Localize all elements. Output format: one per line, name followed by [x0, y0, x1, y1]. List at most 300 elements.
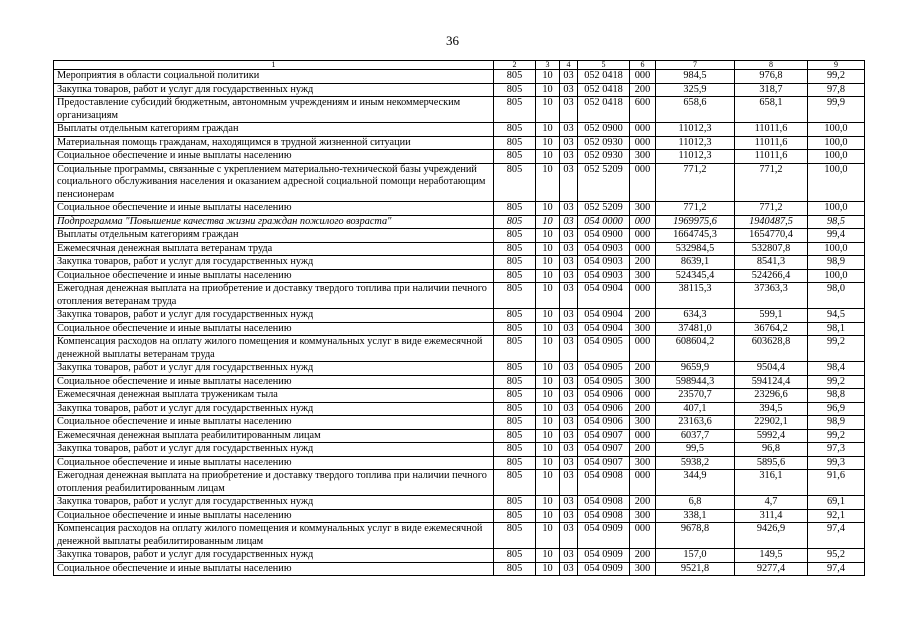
- expense-type-cell: 300: [630, 150, 656, 164]
- ministry-code-cell: 805: [494, 470, 536, 496]
- target-article-cell: 054 0906: [578, 416, 630, 430]
- expense-type-cell: 200: [630, 83, 656, 97]
- target-article-cell: 054 0905: [578, 362, 630, 376]
- planned-amount-cell: 407,1: [656, 402, 735, 416]
- table-row: [54, 83, 865, 97]
- target-article-cell: 054 0906: [578, 389, 630, 403]
- planned-amount-cell: 658,6: [656, 97, 735, 123]
- ministry-code-cell: 805: [494, 269, 536, 283]
- row-name-cell: Социальное обеспечение и иные выплаты населению: [54, 456, 494, 470]
- expense-type-cell: 300: [630, 269, 656, 283]
- executed-amount-cell: 11011,6: [735, 136, 808, 150]
- executed-amount-cell: 771,2: [735, 163, 808, 202]
- section-code-cell: 10: [536, 443, 560, 457]
- planned-amount-cell: 5938,2: [656, 456, 735, 470]
- ministry-code-cell: 805: [494, 242, 536, 256]
- target-article-cell: 052 0930: [578, 136, 630, 150]
- table-row: [54, 336, 865, 362]
- subsection-code-cell: 03: [560, 562, 578, 576]
- row-name-cell: Закупка товаров, работ и услуг для государственных нужд: [54, 362, 494, 376]
- planned-amount-cell: 38115,3: [656, 283, 735, 309]
- expense-type-cell: 000: [630, 470, 656, 496]
- row-name-cell: Ежемесячная денежная выплата ветеранам труда: [54, 242, 494, 256]
- expense-type-cell: 200: [630, 256, 656, 270]
- expense-type-cell: 000: [630, 215, 656, 229]
- execution-percent-cell: 98,0: [808, 283, 865, 309]
- table-row: [54, 402, 865, 416]
- executed-amount-cell: 658,1: [735, 97, 808, 123]
- executed-amount-cell: 96,8: [735, 443, 808, 457]
- ministry-code-cell: 805: [494, 83, 536, 97]
- execution-percent-cell: 100,0: [808, 163, 865, 202]
- subsection-code-cell: 03: [560, 456, 578, 470]
- target-article-cell: 054 0900: [578, 229, 630, 243]
- expense-type-cell: 000: [630, 336, 656, 362]
- target-article-cell: 054 0905: [578, 336, 630, 362]
- column-header: 8: [735, 61, 808, 70]
- subsection-code-cell: 03: [560, 389, 578, 403]
- table-row: [54, 470, 865, 496]
- planned-amount-cell: 8639,1: [656, 256, 735, 270]
- table-row: [54, 202, 865, 216]
- target-article-cell: 052 0418: [578, 83, 630, 97]
- expense-type-cell: 000: [630, 136, 656, 150]
- table-row: [54, 416, 865, 430]
- target-article-cell: 054 0908: [578, 470, 630, 496]
- expense-type-cell: 200: [630, 549, 656, 563]
- subsection-code-cell: 03: [560, 322, 578, 336]
- expense-type-cell: 000: [630, 70, 656, 84]
- ministry-code-cell: 805: [494, 336, 536, 362]
- executed-amount-cell: 5992,4: [735, 429, 808, 443]
- planned-amount-cell: 634,3: [656, 309, 735, 323]
- ministry-code-cell: 805: [494, 150, 536, 164]
- ministry-code-cell: 805: [494, 443, 536, 457]
- expense-type-cell: 600: [630, 97, 656, 123]
- executed-amount-cell: 37363,3: [735, 283, 808, 309]
- column-header: 9: [808, 61, 865, 70]
- planned-amount-cell: 23570,7: [656, 389, 735, 403]
- executed-amount-cell: 4,7: [735, 496, 808, 510]
- ministry-code-cell: 805: [494, 202, 536, 216]
- ministry-code-cell: 805: [494, 309, 536, 323]
- table-row: [54, 456, 865, 470]
- table-row: [54, 242, 865, 256]
- row-name-cell: Подпрограмма "Повышение качества жизни граждан пожилого возраста": [54, 215, 494, 229]
- table-row: [54, 136, 865, 150]
- row-name-cell: Закупка товаров, работ и услуг для государственных нужд: [54, 496, 494, 510]
- executed-amount-cell: 311,4: [735, 509, 808, 523]
- table-row: [54, 256, 865, 270]
- planned-amount-cell: 6,8: [656, 496, 735, 510]
- ministry-code-cell: 805: [494, 362, 536, 376]
- section-code-cell: 10: [536, 562, 560, 576]
- target-article-cell: 054 0908: [578, 496, 630, 510]
- row-name-cell: Социальные программы, связанные с укреплением материально-технической базы учреждений социального обслуживания населения и оказанием адресной социальной помощи неработающим пенсионерам: [54, 163, 494, 202]
- row-name-cell: Социальное обеспечение и иные выплаты населению: [54, 202, 494, 216]
- planned-amount-cell: 9521,8: [656, 562, 735, 576]
- target-article-cell: 052 5209: [578, 163, 630, 202]
- column-header: 5: [578, 61, 630, 70]
- ministry-code-cell: 805: [494, 322, 536, 336]
- table-row: [54, 362, 865, 376]
- section-code-cell: 10: [536, 549, 560, 563]
- planned-amount-cell: 532984,5: [656, 242, 735, 256]
- budget-table: [53, 60, 865, 576]
- planned-amount-cell: 1664745,3: [656, 229, 735, 243]
- expense-type-cell: 000: [630, 389, 656, 403]
- ministry-code-cell: 805: [494, 402, 536, 416]
- table-row: [54, 229, 865, 243]
- execution-percent-cell: 97,4: [808, 562, 865, 576]
- subsection-code-cell: 03: [560, 97, 578, 123]
- expense-type-cell: 000: [630, 429, 656, 443]
- row-name-cell: Социальное обеспечение и иные выплаты населению: [54, 562, 494, 576]
- section-code-cell: 10: [536, 496, 560, 510]
- ministry-code-cell: 805: [494, 123, 536, 137]
- section-code-cell: 10: [536, 389, 560, 403]
- subsection-code-cell: 03: [560, 375, 578, 389]
- ministry-code-cell: 805: [494, 97, 536, 123]
- ministry-code-cell: 805: [494, 163, 536, 202]
- executed-amount-cell: 594124,4: [735, 375, 808, 389]
- row-name-cell: Выплаты отдельным категориям граждан: [54, 229, 494, 243]
- subsection-code-cell: 03: [560, 309, 578, 323]
- row-name-cell: Ежемесячная денежная выплата реабилитированным лицам: [54, 429, 494, 443]
- execution-percent-cell: 98,9: [808, 416, 865, 430]
- ministry-code-cell: 805: [494, 283, 536, 309]
- expense-type-cell: 200: [630, 402, 656, 416]
- subsection-code-cell: 03: [560, 229, 578, 243]
- subsection-code-cell: 03: [560, 123, 578, 137]
- subsection-code-cell: 03: [560, 242, 578, 256]
- expense-type-cell: 000: [630, 523, 656, 549]
- column-header: 6: [630, 61, 656, 70]
- row-name-cell: Ежегодная денежная выплата на приобретение и доставку твердого топлива при наличии печного отопления реабилитированным лицам: [54, 470, 494, 496]
- execution-percent-cell: 96,9: [808, 402, 865, 416]
- execution-percent-cell: 100,0: [808, 123, 865, 137]
- table-row: [54, 549, 865, 563]
- execution-percent-cell: 98,4: [808, 362, 865, 376]
- planned-amount-cell: 344,9: [656, 470, 735, 496]
- expense-type-cell: 200: [630, 309, 656, 323]
- subsection-code-cell: 03: [560, 416, 578, 430]
- ministry-code-cell: 805: [494, 256, 536, 270]
- planned-amount-cell: 1969975,6: [656, 215, 735, 229]
- execution-percent-cell: 99,9: [808, 97, 865, 123]
- executed-amount-cell: 976,8: [735, 70, 808, 84]
- row-name-cell: Ежемесячная денежная выплата труженикам тыла: [54, 389, 494, 403]
- ministry-code-cell: 805: [494, 456, 536, 470]
- execution-percent-cell: 97,3: [808, 443, 865, 457]
- table-row: [54, 375, 865, 389]
- table-header-row: [54, 61, 865, 70]
- table-row: [54, 443, 865, 457]
- executed-amount-cell: 11011,6: [735, 150, 808, 164]
- planned-amount-cell: 598944,3: [656, 375, 735, 389]
- execution-percent-cell: 100,0: [808, 136, 865, 150]
- row-name-cell: Закупка товаров, работ и услуг для государственных нужд: [54, 402, 494, 416]
- section-code-cell: 10: [536, 97, 560, 123]
- subsection-code-cell: 03: [560, 362, 578, 376]
- planned-amount-cell: 6037,7: [656, 429, 735, 443]
- execution-percent-cell: 100,0: [808, 150, 865, 164]
- planned-amount-cell: 11012,3: [656, 136, 735, 150]
- table-row: [54, 215, 865, 229]
- target-article-cell: 054 0903: [578, 242, 630, 256]
- section-code-cell: 10: [536, 70, 560, 84]
- target-article-cell: 054 0903: [578, 269, 630, 283]
- execution-percent-cell: 98,9: [808, 256, 865, 270]
- subsection-code-cell: 03: [560, 70, 578, 84]
- table-row: [54, 523, 865, 549]
- target-article-cell: 054 0000: [578, 215, 630, 229]
- executed-amount-cell: 36764,2: [735, 322, 808, 336]
- section-code-cell: 10: [536, 429, 560, 443]
- target-article-cell: 052 5209: [578, 202, 630, 216]
- ministry-code-cell: 805: [494, 562, 536, 576]
- row-name-cell: Социальное обеспечение и иные выплаты населению: [54, 416, 494, 430]
- executed-amount-cell: 524266,4: [735, 269, 808, 283]
- execution-percent-cell: 98,8: [808, 389, 865, 403]
- executed-amount-cell: 1940487,5: [735, 215, 808, 229]
- table-row: [54, 322, 865, 336]
- table-row: [54, 389, 865, 403]
- executed-amount-cell: 9504,4: [735, 362, 808, 376]
- execution-percent-cell: 91,6: [808, 470, 865, 496]
- ministry-code-cell: 805: [494, 509, 536, 523]
- table-row: [54, 70, 865, 84]
- planned-amount-cell: 771,2: [656, 163, 735, 202]
- column-header: 2: [494, 61, 536, 70]
- row-name-cell: Материальная помощь гражданам, находящимся в трудной жизненной ситуации: [54, 136, 494, 150]
- table-row: [54, 283, 865, 309]
- target-article-cell: 054 0909: [578, 523, 630, 549]
- expense-type-cell: 300: [630, 509, 656, 523]
- ministry-code-cell: 805: [494, 523, 536, 549]
- subsection-code-cell: 03: [560, 523, 578, 549]
- target-article-cell: 054 0908: [578, 509, 630, 523]
- subsection-code-cell: 03: [560, 336, 578, 362]
- subsection-code-cell: 03: [560, 256, 578, 270]
- target-article-cell: 054 0904: [578, 322, 630, 336]
- planned-amount-cell: 37481,0: [656, 322, 735, 336]
- row-name-cell: Закупка товаров, работ и услуг для государственных нужд: [54, 83, 494, 97]
- row-name-cell: Ежегодная денежная выплата на приобретение и доставку твердого топлива при наличии печного отопления ветеранам труда: [54, 283, 494, 309]
- ministry-code-cell: 805: [494, 416, 536, 430]
- execution-percent-cell: 100,0: [808, 269, 865, 283]
- target-article-cell: 052 0930: [578, 150, 630, 164]
- ministry-code-cell: 805: [494, 215, 536, 229]
- execution-percent-cell: 69,1: [808, 496, 865, 510]
- section-code-cell: 10: [536, 163, 560, 202]
- expense-type-cell: 000: [630, 229, 656, 243]
- executed-amount-cell: 316,1: [735, 470, 808, 496]
- row-name-cell: Закупка товаров, работ и услуг для государственных нужд: [54, 443, 494, 457]
- row-name-cell: Социальное обеспечение и иные выплаты населению: [54, 150, 494, 164]
- executed-amount-cell: 149,5: [735, 549, 808, 563]
- section-code-cell: 10: [536, 509, 560, 523]
- subsection-code-cell: 03: [560, 202, 578, 216]
- subsection-code-cell: 03: [560, 496, 578, 510]
- executed-amount-cell: 22902,1: [735, 416, 808, 430]
- section-code-cell: 10: [536, 470, 560, 496]
- planned-amount-cell: 11012,3: [656, 150, 735, 164]
- subsection-code-cell: 03: [560, 429, 578, 443]
- column-header: 7: [656, 61, 735, 70]
- executed-amount-cell: 603628,8: [735, 336, 808, 362]
- row-name-cell: Закупка товаров, работ и услуг для государственных нужд: [54, 256, 494, 270]
- row-name-cell: Социальное обеспечение и иные выплаты населению: [54, 375, 494, 389]
- planned-amount-cell: 524345,4: [656, 269, 735, 283]
- planned-amount-cell: 11012,3: [656, 123, 735, 137]
- section-code-cell: 10: [536, 83, 560, 97]
- row-name-cell: Закупка товаров, работ и услуг для государственных нужд: [54, 549, 494, 563]
- subsection-code-cell: 03: [560, 283, 578, 309]
- section-code-cell: 10: [536, 362, 560, 376]
- column-header: 4: [560, 61, 578, 70]
- executed-amount-cell: 532807,8: [735, 242, 808, 256]
- expense-type-cell: 300: [630, 202, 656, 216]
- target-article-cell: 054 0907: [578, 429, 630, 443]
- row-name-cell: Компенсация расходов на оплату жилого помещения и коммунальных услуг в виде ежемесячной денежной выплаты реабилитированным лицам: [54, 523, 494, 549]
- execution-percent-cell: 99,3: [808, 456, 865, 470]
- row-name-cell: Закупка товаров, работ и услуг для государственных нужд: [54, 309, 494, 323]
- target-article-cell: 052 0900: [578, 123, 630, 137]
- table-row: [54, 496, 865, 510]
- row-name-cell: Социальное обеспечение и иные выплаты населению: [54, 322, 494, 336]
- section-code-cell: 10: [536, 336, 560, 362]
- section-code-cell: 10: [536, 322, 560, 336]
- table-row: [54, 123, 865, 137]
- table-row: [54, 309, 865, 323]
- executed-amount-cell: 5895,6: [735, 456, 808, 470]
- subsection-code-cell: 03: [560, 402, 578, 416]
- target-article-cell: 052 0418: [578, 97, 630, 123]
- target-article-cell: 054 0907: [578, 456, 630, 470]
- execution-percent-cell: 92,1: [808, 509, 865, 523]
- subsection-code-cell: 03: [560, 443, 578, 457]
- expense-type-cell: 000: [630, 163, 656, 202]
- expense-type-cell: 300: [630, 562, 656, 576]
- target-article-cell: 052 0418: [578, 70, 630, 84]
- subsection-code-cell: 03: [560, 163, 578, 202]
- executed-amount-cell: 599,1: [735, 309, 808, 323]
- section-code-cell: 10: [536, 202, 560, 216]
- execution-percent-cell: 97,4: [808, 523, 865, 549]
- executed-amount-cell: 771,2: [735, 202, 808, 216]
- execution-percent-cell: 98,1: [808, 322, 865, 336]
- execution-percent-cell: 99,2: [808, 429, 865, 443]
- planned-amount-cell: 984,5: [656, 70, 735, 84]
- target-article-cell: 054 0903: [578, 256, 630, 270]
- subsection-code-cell: 03: [560, 136, 578, 150]
- execution-percent-cell: 99,2: [808, 70, 865, 84]
- ministry-code-cell: 805: [494, 375, 536, 389]
- section-code-cell: 10: [536, 456, 560, 470]
- expense-type-cell: 300: [630, 375, 656, 389]
- target-article-cell: 054 0904: [578, 283, 630, 309]
- target-article-cell: 054 0905: [578, 375, 630, 389]
- section-code-cell: 10: [536, 416, 560, 430]
- executed-amount-cell: 11011,6: [735, 123, 808, 137]
- expense-type-cell: 000: [630, 123, 656, 137]
- executed-amount-cell: 1654770,4: [735, 229, 808, 243]
- subsection-code-cell: 03: [560, 470, 578, 496]
- execution-percent-cell: 95,2: [808, 549, 865, 563]
- target-article-cell: 054 0909: [578, 562, 630, 576]
- executed-amount-cell: 8541,3: [735, 256, 808, 270]
- table-row: [54, 429, 865, 443]
- expense-type-cell: 200: [630, 443, 656, 457]
- section-code-cell: 10: [536, 136, 560, 150]
- section-code-cell: 10: [536, 150, 560, 164]
- subsection-code-cell: 03: [560, 269, 578, 283]
- subsection-code-cell: 03: [560, 83, 578, 97]
- target-article-cell: 054 0904: [578, 309, 630, 323]
- section-code-cell: 10: [536, 215, 560, 229]
- table-row: [54, 150, 865, 164]
- section-code-cell: 10: [536, 523, 560, 549]
- executed-amount-cell: 9277,4: [735, 562, 808, 576]
- execution-percent-cell: 94,5: [808, 309, 865, 323]
- planned-amount-cell: 771,2: [656, 202, 735, 216]
- planned-amount-cell: 99,5: [656, 443, 735, 457]
- execution-percent-cell: 97,8: [808, 83, 865, 97]
- row-name-cell: Предоставление субсидий бюджетным, автономным учреждениям и иным некоммерческим организациям: [54, 97, 494, 123]
- planned-amount-cell: 325,9: [656, 83, 735, 97]
- expense-type-cell: 000: [630, 242, 656, 256]
- section-code-cell: 10: [536, 283, 560, 309]
- subsection-code-cell: 03: [560, 150, 578, 164]
- section-code-cell: 10: [536, 269, 560, 283]
- subsection-code-cell: 03: [560, 215, 578, 229]
- target-article-cell: 054 0907: [578, 443, 630, 457]
- row-name-cell: Компенсация расходов на оплату жилого помещения и коммунальных услуг в виде ежемесячной денежной выплаты ветеранам труда: [54, 336, 494, 362]
- expense-type-cell: 300: [630, 456, 656, 470]
- execution-percent-cell: 99,2: [808, 375, 865, 389]
- target-article-cell: 054 0906: [578, 402, 630, 416]
- executed-amount-cell: 394,5: [735, 402, 808, 416]
- planned-amount-cell: 23163,6: [656, 416, 735, 430]
- table-row: [54, 562, 865, 576]
- planned-amount-cell: 608604,2: [656, 336, 735, 362]
- section-code-cell: 10: [536, 256, 560, 270]
- ministry-code-cell: 805: [494, 549, 536, 563]
- expense-type-cell: 200: [630, 496, 656, 510]
- executed-amount-cell: 318,7: [735, 83, 808, 97]
- section-code-cell: 10: [536, 229, 560, 243]
- section-code-cell: 10: [536, 309, 560, 323]
- planned-amount-cell: 9678,8: [656, 523, 735, 549]
- ministry-code-cell: 805: [494, 496, 536, 510]
- ministry-code-cell: 805: [494, 136, 536, 150]
- execution-percent-cell: 100,0: [808, 202, 865, 216]
- planned-amount-cell: 9659,9: [656, 362, 735, 376]
- section-code-cell: 10: [536, 242, 560, 256]
- expense-type-cell: 300: [630, 416, 656, 430]
- table-row: [54, 509, 865, 523]
- expense-type-cell: 200: [630, 362, 656, 376]
- executed-amount-cell: 9426,9: [735, 523, 808, 549]
- row-name-cell: Социальное обеспечение и иные выплаты населению: [54, 509, 494, 523]
- row-name-cell: Выплаты отдельным категориям граждан: [54, 123, 494, 137]
- planned-amount-cell: 338,1: [656, 509, 735, 523]
- executed-amount-cell: 23296,6: [735, 389, 808, 403]
- row-name-cell: Социальное обеспечение и иные выплаты населению: [54, 269, 494, 283]
- table-row: [54, 97, 865, 123]
- execution-percent-cell: 99,2: [808, 336, 865, 362]
